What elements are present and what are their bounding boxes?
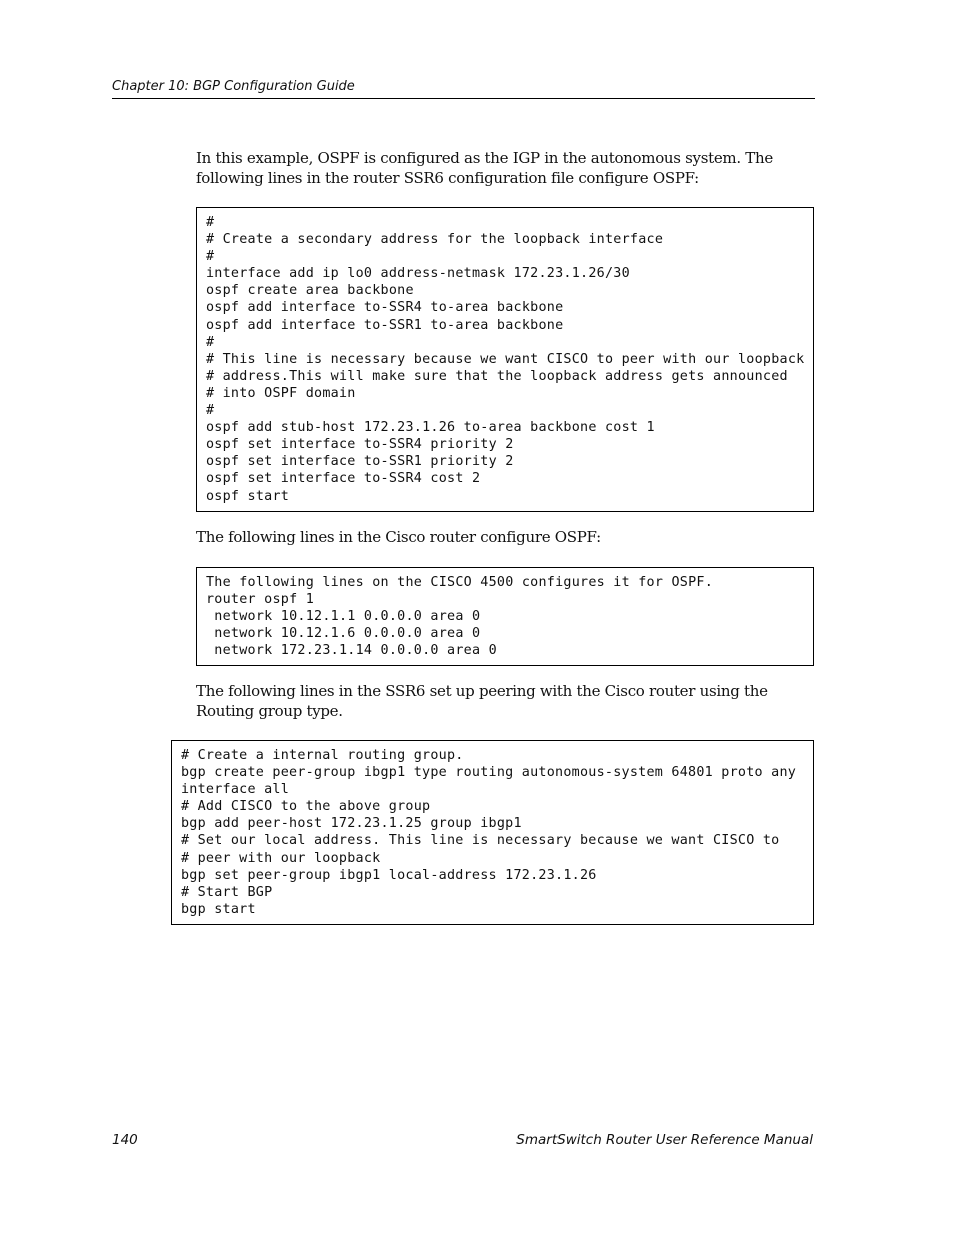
cisco-ospf-paragraph: The following lines in the Cisco router configure OSPF:	[196, 528, 601, 546]
bgp-peering-code-block	[171, 740, 814, 925]
intro-paragraph: In this example, OSPF is configured as the IGP in the autonomous system. The following lines in the router SSR6 configuration file configure OSPF:	[196, 149, 773, 187]
peering-paragraph: The following lines in the SSR6 set up peering with the Cisco router using the Routing group type.	[196, 682, 768, 720]
cisco-ospf-code-block	[196, 567, 814, 666]
cisco-ospf-code: The following lines on the CISCO 4500 configures it for OSPF. router ospf 1 network 10.12.1.1 0.0.0.0 area 0 network 10.12.1.6 0.0.0.0 area 0 network 172.23.1.14 0.0.0.0 area 0	[206, 575, 714, 659]
ssr6-ospf-code-block	[196, 207, 814, 512]
manual-title: SmartSwitch Router User Reference Manual	[516, 1132, 813, 1148]
running-head: Chapter 10: BGP Configuration Guide	[112, 79, 815, 99]
bgp-peering-code: # Create a internal routing group. bgp create peer-group ibgp1 type routing autonomous-system 64801 proto any interface all # Add CISCO to the above group bgp add peer-host 172.23.1.25 group ibgp1 # Set our local address. This line is necessary because we want CISCO to # peer with our loopback bgp set peer-group ibgp1 local-address 172.23.1.26 # Start BGP bgp start	[181, 748, 797, 917]
ssr6-ospf-code: # # Create a secondary address for the loopback interface # interface add ip lo0 address-netmask 172.23.1.26/30 ospf create area backbone ospf add interface to-SSR4 to-area backbone ospf add interface to-SSR1 to-area backbone # # This line is necessary because we want CISCO to peer with our loopback # address.This will make sure that the loopback address gets announced # into OSPF domain # ospf add stub-host 172.23.1.26 to-area backbone cost 1 ospf set interface to-SSR4 priority 2 ospf set interface to-SSR1 priority 2 ospf set interface to-SSR4 cost 2 ospf start	[206, 215, 805, 504]
page-number: 140	[112, 1132, 138, 1148]
